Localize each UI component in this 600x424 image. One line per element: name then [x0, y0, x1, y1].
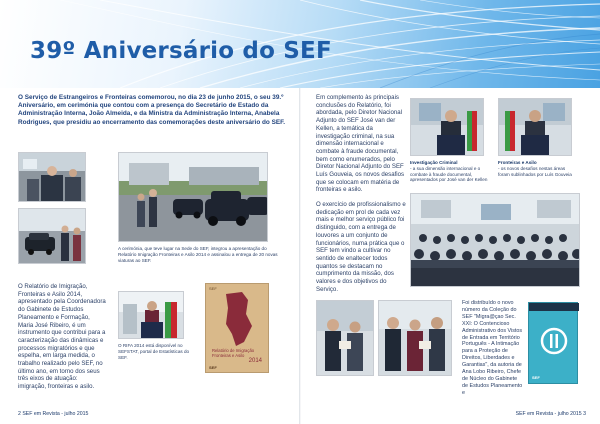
photo-minister-car — [18, 208, 86, 264]
professionalism-paragraph: O exercício de profissionalismo e dedicação em prol de cada vez mais e melhor serviço público foi distinguido, com a entrega de louvores a um conjunto de funcionários, numa prática que o SEF tem vindo a cultivar no sentido de enaltecer todos quantos se destacam no cumprimento da missão, dos valores e dos objetivos do Serviço. — [316, 201, 406, 293]
left-footer: 2 SEF em Revista - julho 2015 — [18, 411, 89, 417]
rifa-paragraph: O Relatório de Imigração, Fronteiras e Asilo 2014, apresentado pela Coordenadora do Gabinete de Estudos Planeamento e Formação, Maria José Ribeiro, é um instrumento que contribui para a caracterização das dinâmicas e processos migratórios e que espelha, em larga medida, o trabalho realizado pelo SEF, no último ano, em torno dos seus três eixos de atuação: imigração, fronteiras e asilo. — [18, 283, 106, 391]
caption-ceremony: A cerimónia, que teve lugar na Sede do SEF, integrou a apresentação do Relatório Imigração Fronteiras e Asilo 2014 e assinalou a entrega de 20 novas viaturas ao SEF. — [118, 246, 278, 263]
report-title-line1: Relatório de Imigração — [212, 348, 255, 353]
report-brand: SEF — [209, 286, 217, 291]
caption-rifa: O RIFA 2014 está disponível no SEFSTAT, portal de Estatísticas do SEF. — [118, 343, 190, 360]
conclusions-paragraph: Em complemento às principais conclusões do Relatório, foi abordada, pelo Diretor Nacional Adjunto do SEF José van der Kellen, a temática da investigação criminal, na sua dimensão internacional e combate à fraude documental, bem como enumerados, pelo Diretor Nacional Adjunto do SEF Luís Gouveia, os novos desafios que se colocam em matéria de fronteiras e asilo. — [316, 94, 405, 194]
photo-luis-gouveia — [498, 98, 572, 156]
photo-award-2 — [378, 300, 452, 376]
report-footer-logo: SEF — [209, 365, 217, 370]
book-brand: SEF — [532, 375, 540, 380]
book-cover — [528, 302, 578, 384]
caption-investigation — [410, 160, 494, 183]
caption-investigation-title: Investigação Criminal — [410, 160, 458, 165]
photo-award-1 — [316, 300, 374, 376]
page-title: 39º Aniversário do SEF — [30, 38, 332, 64]
photo-van-der-kellen — [410, 98, 484, 156]
report-cover — [205, 283, 269, 373]
caption-investigation-text: - a sua dimensão internacional e o combate à fraude documental, apresentados por José van der Kellen — [410, 165, 488, 183]
report-year: 2014 — [248, 358, 262, 364]
caption-frontiers-text: - os novos desafios nestas áreas foram sublinhados por Luís Gouveia — [498, 165, 572, 177]
caption-frontiers — [498, 160, 578, 177]
caption-frontiers-title: Fronteiras e Asilo — [498, 160, 537, 165]
right-footer: SEF em Revista - julho 2015 3 — [515, 411, 586, 417]
collection-paragraph: Foi distribuído o novo número da Coleção do SEF "Migra@çao Sec. XXI: O Contencioso Administrativo dos Vistos de Entrada em Território Português - A Intimação para a Proteção de Direitos, Liberdades e Garantias", da autoria de Ana Lobo Ribeiro, Chefe de Núcleo do Gabinete de Estudos Planeamento e — [462, 300, 523, 396]
photo-speaker-podium — [118, 291, 184, 339]
photo-audience — [410, 193, 580, 287]
report-title-line2: Fronteiras e Asilo — [212, 353, 245, 358]
photo-officials-speech — [18, 152, 86, 202]
title-banner — [0, 0, 600, 88]
lead-paragraph: O Serviço de Estrangeiros e Fronteiras comemorou, no dia 23 de junho 2015, o seu 39.º Aniversário, em cerimónia que contou com a presença do Secretário de Estado da Administração Interna, João Almeida, e da Ministra da Administração Interna, Anabela Rodrigues, que presidiu ao encerramento das comemorações deste aniversário do SEF. — [18, 94, 286, 126]
photo-new-vehicles — [118, 152, 268, 242]
